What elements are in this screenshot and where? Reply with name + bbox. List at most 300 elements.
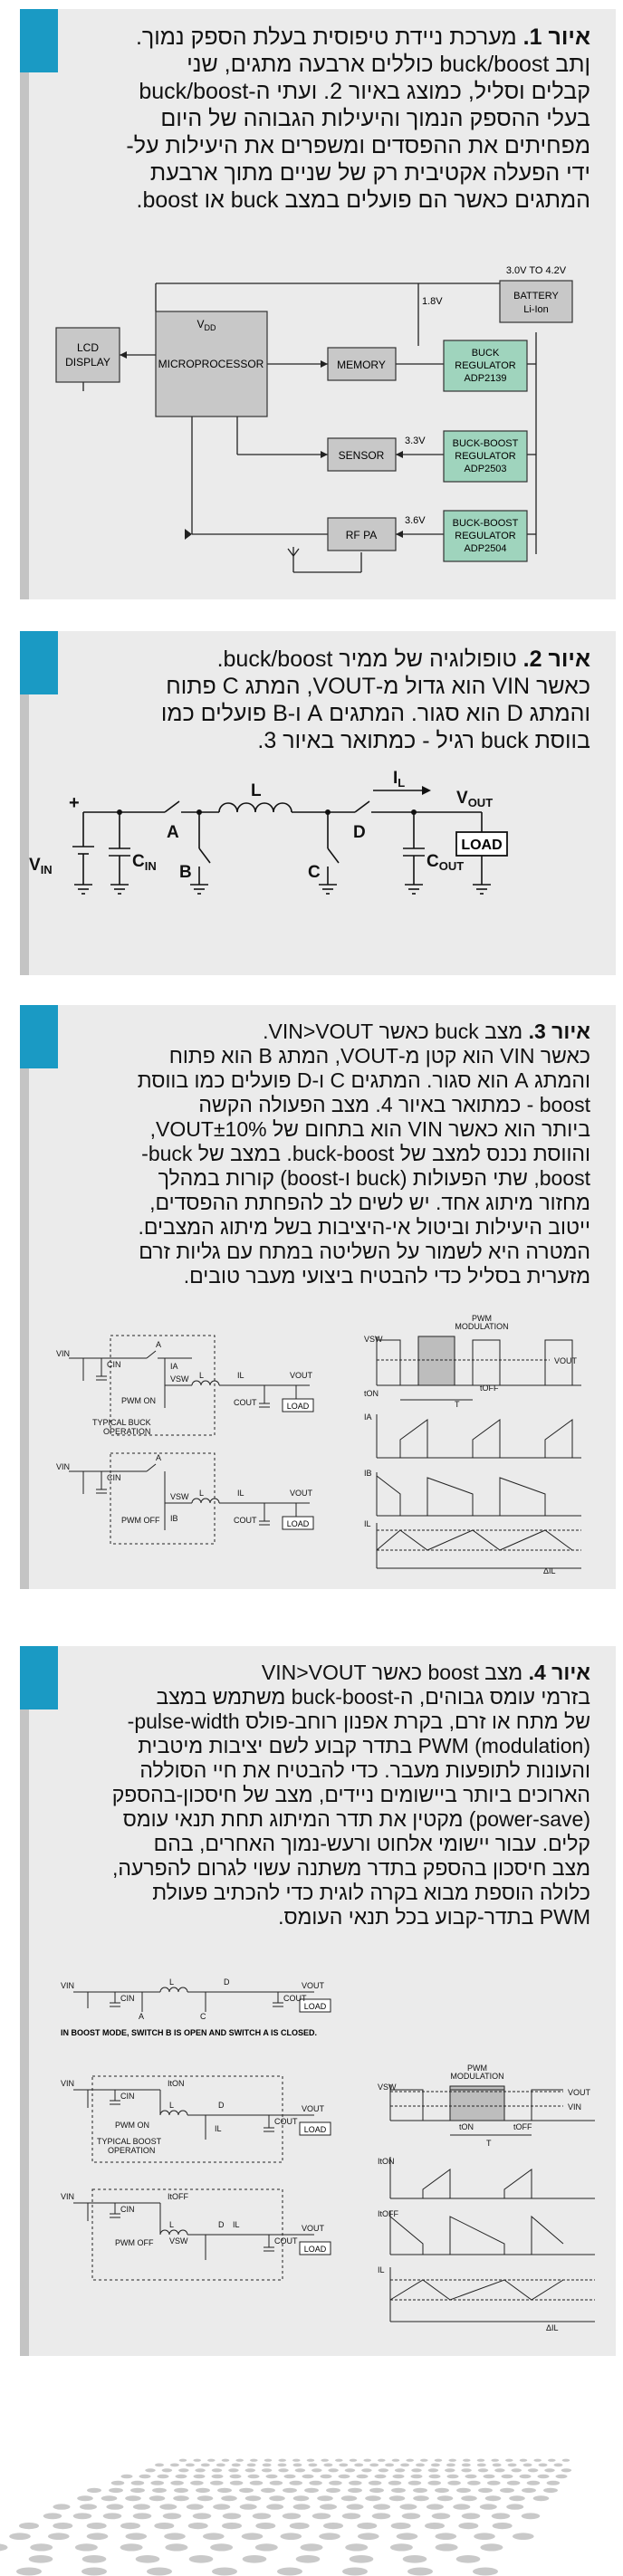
floor-dot	[487, 2481, 501, 2485]
floor-dot	[429, 2475, 441, 2479]
floor-dot	[458, 2523, 478, 2529]
floor-dot	[375, 2475, 387, 2479]
floor-dot	[53, 2504, 71, 2509]
buck-mode-circuits	[56, 1331, 355, 1548]
floor-dot	[341, 2495, 358, 2501]
caption-line: והעונות לתופעות מעבר. כדי להבטיח את חיי הסוללה	[139, 1758, 590, 1782]
svg-text:BUCK-BOOST: BUCK-BOOST	[452, 438, 519, 449]
svg-text:LOAD: LOAD	[303, 2002, 327, 2011]
floor-dot	[512, 2468, 522, 2472]
floor-dot	[385, 2464, 394, 2467]
svg-text:BUCK: BUCK	[471, 348, 500, 359]
floor-dot	[391, 2523, 411, 2529]
floor-dot	[478, 2468, 489, 2472]
svg-text:IA: IA	[170, 1362, 178, 1371]
svg-text:IL: IL	[215, 2124, 222, 2133]
svg-text:A: A	[156, 1340, 162, 1349]
floor-dot	[80, 2504, 97, 2509]
caption-line: boost - כמתואר באיור 4. מצב הפעולה הקשה	[198, 1093, 590, 1116]
svg-text:CIN: CIN	[120, 1994, 135, 2003]
floor-dot	[19, 2523, 39, 2529]
floor-dot	[319, 2533, 340, 2540]
figure-3-panel	[20, 1005, 616, 1589]
load-label: LOAD	[461, 838, 503, 853]
figure-2-panel	[20, 631, 616, 975]
floor-dot	[448, 2459, 456, 2462]
floor-dot	[411, 2468, 422, 2472]
floor-dot	[221, 2495, 237, 2501]
plus-sign: +	[69, 793, 80, 813]
floor-dot	[261, 2488, 275, 2493]
inductor-label: L	[251, 781, 262, 800]
floor-dot	[399, 2504, 417, 2509]
floor-dot	[290, 2523, 310, 2529]
floor-dot	[189, 2555, 214, 2563]
floor-dot	[149, 2495, 166, 2501]
caption-line: והמתג A הוא סגור. המתגים C ו-D פועלים כמו בווסת	[137, 1068, 590, 1092]
floor-dot	[188, 2523, 208, 2529]
floor-dot	[411, 2475, 423, 2479]
floor-dot	[253, 2513, 272, 2519]
caption-line: (power-save) מקטין את תדר המיתוג תחת תנאי עומס	[122, 1807, 590, 1831]
floor-dot	[494, 2468, 505, 2472]
floor-dot	[136, 2555, 160, 2563]
panel-accent-tab	[20, 9, 58, 72]
figure-4-title: איור 4.	[528, 1661, 590, 1684]
caption-line: מצב boost כאשר VIN>VOUT	[261, 1661, 529, 1684]
floor-dot	[345, 2543, 368, 2551]
floor-dot	[203, 2533, 225, 2540]
floor-dot	[520, 2459, 528, 2462]
floor-dot	[121, 2475, 133, 2479]
floor-dot	[304, 2488, 319, 2493]
floor-dot	[506, 2504, 523, 2509]
floor-dot	[111, 2481, 125, 2485]
floor-dot	[407, 2568, 433, 2576]
floor-dot	[120, 2523, 140, 2529]
caption-line: טופולוגיה של ממיר buck/boost.	[216, 646, 523, 672]
floor-dot	[400, 2464, 409, 2467]
floor-dot	[77, 2495, 93, 2501]
svg-text:ΔIL: ΔIL	[546, 2323, 559, 2332]
floor-dot	[278, 2464, 287, 2467]
panel-side-bar	[20, 9, 29, 599]
svg-text:tON: tON	[459, 2122, 474, 2131]
floor-dot	[373, 2504, 390, 2509]
svg-text:IL: IL	[237, 1371, 244, 1380]
svg-text:IB: IB	[364, 1469, 372, 1478]
floor-dot	[435, 2488, 449, 2493]
floor-dot	[295, 2468, 306, 2472]
caption-line: מפחיתים את ההפסדים ומשפרים את היעילות על-	[126, 133, 590, 158]
floor-dot	[302, 2475, 314, 2479]
figure-2-caption	[72, 646, 590, 754]
svg-text:tOFF: tOFF	[513, 2122, 532, 2131]
svg-text:L: L	[199, 1489, 205, 1498]
floor-dot	[474, 2533, 495, 2540]
floor-dot	[502, 2475, 513, 2479]
floor-dot	[158, 2475, 169, 2479]
caption-line: המתגים כאשר הם פועלים במצב buck או boost.	[136, 187, 590, 213]
caption-line: של מתח או זרם, בקרת אפנון רוחב-פולס pulse-width-	[127, 1709, 590, 1733]
figure-1-title: איור 1.	[522, 24, 590, 50]
pwm-on-label: PWM ON	[115, 2121, 149, 2130]
figure-4-panel	[20, 1646, 616, 2356]
svg-text:L: L	[169, 2101, 175, 2110]
floor-dot	[212, 2468, 223, 2472]
svg-text:VOUT: VOUT	[554, 1356, 578, 1365]
floor-dot	[103, 2513, 122, 2519]
floor-dot	[561, 2468, 572, 2472]
svg-text:A: A	[139, 2012, 145, 2021]
svg-text:VIN: VIN	[56, 1462, 71, 1471]
svg-text:BATTERY: BATTERY	[513, 291, 559, 302]
floor-dot	[255, 2523, 275, 2529]
floor-dot	[101, 2495, 118, 2501]
floor-dot	[461, 2468, 472, 2472]
caption-line: כלולה הוספת מבוא בקרה לוגית כדי להכתיב פעולת	[152, 1881, 590, 1904]
floor-dot	[435, 2459, 443, 2462]
floor-dot	[250, 2459, 258, 2462]
floor-dot	[446, 2464, 455, 2467]
floor-dot	[428, 2468, 439, 2472]
floor-dot	[369, 2488, 384, 2493]
cout-label: $C_{OUT}$	[427, 852, 465, 873]
figure-4-caption	[72, 1661, 590, 1930]
caption-line: בעלי ההספק הנמוך והיעילות הגבוהה של היום	[160, 106, 590, 131]
floor-dot	[307, 2459, 315, 2462]
svg-text:COUT: COUT	[274, 2117, 298, 2126]
switch-a-label: A	[167, 823, 179, 842]
floor-dot	[329, 2481, 342, 2485]
floor-dot	[342, 2568, 368, 2576]
svg-text:ADP2504: ADP2504	[464, 543, 507, 554]
caption-line: PWM בתדר-קבוע בכל תנאי העומס.	[278, 1905, 590, 1929]
floor-dot	[523, 2464, 532, 2467]
svg-text:VOUT: VOUT	[302, 2104, 325, 2113]
svg-text:ΔIL: ΔIL	[543, 1566, 556, 1575]
figure-1-panel	[20, 9, 616, 599]
floor-dot	[120, 2543, 143, 2551]
svg-text:OPERATION: OPERATION	[103, 1427, 151, 1436]
ground-symbols	[74, 885, 491, 894]
floor-dot	[538, 2475, 550, 2479]
switch-b-label: B	[179, 863, 192, 882]
floor-dot	[139, 2475, 151, 2479]
svg-text:VOUT: VOUT	[302, 1981, 325, 1990]
svg-text:ItOFF: ItOFF	[378, 2209, 398, 2218]
floor-dot	[533, 2495, 550, 2501]
svg-text:L: L	[169, 2220, 175, 2229]
floor-dot	[395, 2468, 406, 2472]
floor-dot	[350, 2459, 358, 2462]
floor-dot	[447, 2481, 461, 2485]
boost-mode-waveforms	[378, 2063, 604, 2334]
floor-dot	[283, 2513, 302, 2519]
floor-dot	[562, 2459, 570, 2462]
floor-dot	[349, 2481, 362, 2485]
floor-dot	[463, 2459, 471, 2462]
svg-text:VSW: VSW	[364, 1335, 383, 1344]
floor-dot	[242, 2533, 264, 2540]
floor-dot	[507, 2481, 521, 2485]
floor-dot	[402, 2513, 421, 2519]
floor-dot	[232, 2464, 241, 2467]
floor-dot	[365, 2495, 381, 2501]
lcd-label: LCD	[76, 341, 100, 354]
pwm-off-label: PWM OFF	[115, 2238, 154, 2247]
floor-dot	[427, 2504, 444, 2509]
caption-line: המטרה היא לשמור על השליטה במתח עם גליות זרם	[139, 1240, 590, 1263]
floor-dot	[228, 2468, 239, 2472]
floor-dot	[461, 2495, 477, 2501]
floor-dot	[212, 2475, 224, 2479]
boost-mode-circuits	[61, 1972, 378, 2334]
floor-dot	[363, 2459, 371, 2462]
svg-text:VIN: VIN	[61, 2192, 75, 2201]
floor-dot	[296, 2555, 321, 2563]
svg-text:COUT: COUT	[234, 1516, 257, 1525]
figure-1-heading: מערכת ניידת טיפוסית בעלת הספק נמוך.	[135, 24, 523, 50]
floor-dot	[131, 2481, 145, 2485]
caption-line: ידי הפעלה אקטיבית רק של שניים מתוך ארבעת	[149, 160, 590, 186]
floor-dot	[462, 2513, 481, 2519]
floor-dot	[292, 2459, 301, 2462]
floor-dot	[478, 2488, 493, 2493]
floor-dot	[520, 2475, 532, 2479]
svg-text:A: A	[156, 1453, 162, 1462]
floor-dot	[217, 2488, 232, 2493]
floor-dot	[266, 2475, 278, 2479]
svg-text:LOAD: LOAD	[303, 2125, 327, 2134]
cin-label: $C_{IN}$	[132, 852, 157, 873]
floor-dot	[278, 2468, 289, 2472]
floor-dot	[527, 2481, 541, 2485]
floor-dot	[48, 2533, 70, 2540]
caption-line: בזרמי עומס גבוהים, ה-buck-boost משתמש במצב	[156, 1685, 590, 1709]
floor-dot	[543, 2488, 558, 2493]
floor-dot	[186, 2464, 195, 2467]
floor-dot	[323, 2523, 343, 2529]
caption-line: והמתג D הוא סגור. המתגים A ו-B פועלים כמו	[160, 701, 590, 726]
floor-dot	[239, 2488, 254, 2493]
floor-dot	[477, 2464, 486, 2467]
floor-dot	[109, 2488, 123, 2493]
floor-dot	[413, 2488, 427, 2493]
floor-dot	[212, 2568, 237, 2576]
floor-dot	[262, 2468, 273, 2472]
floor-dot	[173, 2495, 189, 2501]
caption-line: ייטוב היעילות וביטול אי-היציבות בשל מיתוג המצבים.	[138, 1215, 590, 1239]
floor-dot	[210, 2543, 233, 2551]
floor-dot	[81, 2568, 107, 2576]
floor-dot	[247, 2464, 256, 2467]
floor-dot	[213, 2504, 230, 2509]
svg-text:REGULATOR: REGULATOR	[455, 360, 516, 371]
svg-text:IA: IA	[364, 1412, 372, 1422]
floor-dot	[467, 2481, 481, 2485]
floor-dot	[484, 2475, 495, 2479]
caption-line: boost, שתי הפעולות (buck ו-boost) קורות במהלך	[158, 1166, 590, 1190]
svg-text:PWM: PWM	[472, 1314, 492, 1323]
floor-dot	[162, 2468, 173, 2472]
svg-text:VOUT: VOUT	[290, 1489, 313, 1498]
floor-dot	[178, 2468, 189, 2472]
floor-dot	[281, 2533, 302, 2540]
caption-line: הארוכים ביותר ביישומים ניידים, מצב של חיסכון-בהספק	[111, 1783, 590, 1806]
floor-dot	[293, 2464, 302, 2467]
floor-dot	[485, 2495, 502, 2501]
floor-dot	[416, 2464, 425, 2467]
pwm-off-label: PWM OFF	[121, 1516, 160, 1525]
floor-dot	[342, 2513, 361, 2519]
svg-text:Li-Ion: Li-Ion	[523, 304, 549, 315]
floor-dot	[361, 2468, 372, 2472]
floor-dot	[522, 2513, 541, 2519]
floor-dot	[277, 2568, 302, 2576]
vdd-label: $V_{DD}$	[196, 318, 216, 332]
floor-dot	[406, 2459, 414, 2462]
svg-text:MODULATION: MODULATION	[450, 2072, 504, 2081]
floor-dot	[170, 2481, 184, 2485]
svg-text:VIN: VIN	[61, 2079, 75, 2088]
floor-dot	[350, 2555, 374, 2563]
floor-dot	[240, 2504, 257, 2509]
svg-text:LOAD: LOAD	[303, 2245, 327, 2254]
lcd-display-block	[56, 328, 120, 382]
floor-dot	[263, 2464, 272, 2467]
panel-side-bar	[20, 1005, 29, 1589]
floor-dot	[372, 2513, 391, 2519]
floor-dot	[493, 2464, 502, 2467]
svg-text:D: D	[224, 1977, 230, 1987]
floor-dot	[150, 2481, 164, 2485]
floor-dot	[522, 2488, 536, 2493]
typical-boost-label: TYPICAL BOOST	[97, 2137, 162, 2146]
figure-3-caption	[72, 1020, 590, 1288]
floor-dot	[480, 2504, 497, 2509]
svg-text:COUT: COUT	[274, 2236, 298, 2246]
system-block-diagram	[56, 264, 599, 595]
svg-text:COUT: COUT	[234, 1398, 257, 1407]
floor-dot	[30, 2543, 53, 2551]
floor-dot	[283, 2488, 297, 2493]
svg-text:CIN: CIN	[120, 2205, 135, 2214]
floor-dot	[328, 2468, 339, 2472]
floor-dot	[389, 2495, 406, 2501]
svg-text:REGULATOR: REGULATOR	[455, 531, 516, 541]
floor-dot	[187, 2504, 204, 2509]
floor-dot	[321, 2475, 332, 2479]
floor-dot	[432, 2513, 451, 2519]
floor-dot	[222, 2459, 230, 2462]
floor-dot	[278, 2459, 286, 2462]
floor-dot	[357, 2523, 377, 2529]
caption-line: כאשר VIN הוא קטן מ-VOUT, המתג B הוא פתוח	[168, 1044, 590, 1068]
floor-dot	[53, 2523, 72, 2529]
floor-dot	[0, 2543, 8, 2551]
svg-text:BUCK-BOOST: BUCK-BOOST	[452, 518, 519, 529]
floor-dot	[533, 2459, 542, 2462]
floor-dot	[43, 2513, 62, 2519]
floor-dot	[369, 2481, 382, 2485]
floor-dot	[391, 2488, 406, 2493]
floor-dot	[413, 2495, 429, 2501]
svg-text:VIN: VIN	[568, 2102, 582, 2112]
floor-dot	[505, 2459, 513, 2462]
floor-dot	[437, 2495, 454, 2501]
floor-dot	[554, 2464, 563, 2467]
floor-dot	[445, 2468, 455, 2472]
panel-accent-tab	[20, 631, 58, 694]
svg-text:VSW: VSW	[170, 1492, 189, 1501]
floor-dot	[154, 2523, 174, 2529]
floor-dot	[223, 2513, 242, 2519]
floor-dot	[388, 2481, 402, 2485]
floor-dot	[393, 2475, 405, 2479]
floor-dot	[492, 2513, 511, 2519]
floor-dot	[245, 2468, 256, 2472]
floor-dot	[73, 2513, 92, 2519]
floor-dot	[473, 2568, 498, 2576]
floor-dot	[326, 2488, 340, 2493]
floor-dot	[420, 2459, 428, 2462]
floor-dot	[357, 2475, 369, 2479]
rf-pa-label: RF PA	[345, 529, 378, 541]
caption-line: קלים. עבור יישומי אלחוט ורעש-נמוך האחרים, בהם	[153, 1832, 590, 1855]
svg-text:VSW: VSW	[169, 2236, 188, 2246]
figure-2-title: איור 2.	[522, 646, 590, 672]
floor-dot	[245, 2495, 262, 2501]
microprocessor-label: MICROPROCESSOR	[158, 358, 264, 370]
floor-dot	[513, 2533, 534, 2540]
floor-dot	[16, 2568, 42, 2576]
svg-text:L: L	[199, 1371, 205, 1380]
floor-dot	[87, 2533, 109, 2540]
svg-text:T: T	[486, 2139, 492, 2148]
floor-dot	[190, 2481, 204, 2485]
floor-dot	[508, 2464, 517, 2467]
floor-dot	[436, 2543, 458, 2551]
caption-line: בווסת buck רגיל - כמתואר באיור 3.	[257, 728, 590, 753]
floor-dot	[82, 2555, 107, 2563]
svg-text:IL: IL	[378, 2265, 385, 2274]
floor-dot	[369, 2464, 379, 2467]
floor-dot	[431, 2464, 440, 2467]
floor-dot	[264, 2459, 273, 2462]
battery-range-label: 3.0V TO 4.2V	[505, 265, 567, 276]
floor-dot	[453, 2504, 470, 2509]
floor-dot	[477, 2459, 485, 2462]
floor-dot	[491, 2459, 499, 2462]
svg-text:ItON: ItON	[168, 2079, 185, 2088]
floor-dot	[397, 2533, 418, 2540]
svg-text:ADP2503: ADP2503	[464, 464, 507, 474]
svg-text:IL: IL	[237, 1489, 244, 1498]
sensor-label: SENSOR	[338, 449, 385, 462]
floor-dot	[243, 2555, 267, 2563]
svg-text:VOUT: VOUT	[302, 2224, 325, 2233]
svg-text:VSW: VSW	[170, 1374, 189, 1384]
floor-dot	[230, 2475, 242, 2479]
rail-voltage: 3.3V	[405, 436, 426, 446]
caption-line: ןתב buck/boost כוללים ארבעה מתגים, שני	[187, 52, 590, 77]
caption-line: מצב buck כאשר VIN>VOUT.	[263, 1020, 529, 1043]
svg-text:tOFF: tOFF	[480, 1384, 499, 1393]
floor-dot	[106, 2504, 123, 2509]
vout-label: $V_{OUT}$	[456, 789, 494, 809]
floor-dot	[354, 2464, 363, 2467]
